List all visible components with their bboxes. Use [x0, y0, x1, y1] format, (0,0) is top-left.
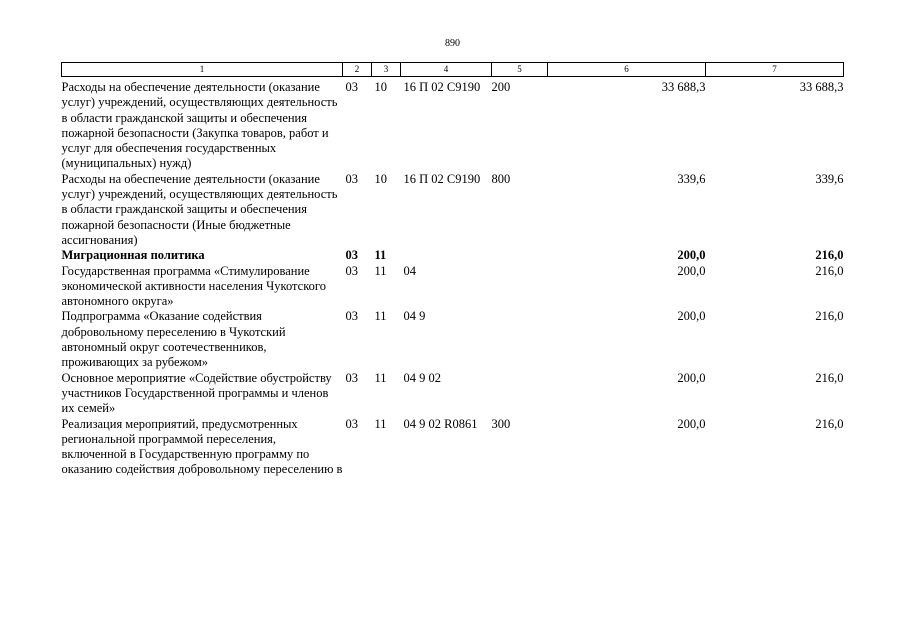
row-amount-2: 216,0 [815, 309, 844, 324]
row-amount-1: 200,0 [677, 309, 706, 324]
row-expense-type: 300 [491, 416, 511, 431]
row-subsection: 11 [374, 416, 387, 431]
row-amount-1: 200,0 [677, 370, 706, 385]
row-name: Реализация мероприятий, предусмотренных региональной программой переселения, включенной в Государственную программу по оказанию содействия добровольному переселению в [61, 416, 343, 477]
row-name: Подпрограмма «Оказание содействия добровольному переселению в Чукотский автономный округ соотечественников, проживающих за рубежом» [61, 309, 286, 370]
header-cell: 1 [62, 63, 343, 77]
row-expense-type [492, 264, 548, 310]
row-target-article: 04 [403, 263, 416, 278]
row-amount-2: 216,0 [815, 248, 844, 263]
page-number: 890 [445, 38, 460, 49]
row-amount-1: 200,0 [677, 416, 706, 431]
row-subsection: 11 [374, 370, 387, 385]
row-amount-1: 200,0 [677, 248, 706, 263]
row-expense-type [492, 248, 548, 263]
row-name: Расходы на обеспечение деятельности (оказание услуг) учреждений, осуществляющих деятельность в области гражданской защиты и обеспечения пожарной безопасности (Закупка товаров, работ и услуг для обеспечения государственных (муниципальных) нужд) [61, 80, 338, 171]
table-row [62, 77, 844, 172]
row-target-article: 16 П 02 С9190 [403, 80, 481, 94]
table-row [62, 172, 844, 248]
row-target-article [401, 248, 492, 263]
header-cell: 7 [706, 63, 844, 77]
row-amount-2: 339,6 [815, 171, 844, 186]
table-row [62, 417, 844, 478]
row-expense-type: 200 [491, 80, 511, 94]
row-section: 03 [345, 416, 358, 431]
row-amount-2: 216,0 [815, 416, 844, 431]
row-amount-1: 339,6 [677, 171, 706, 186]
table-row [62, 371, 844, 417]
row-name: Основное мероприятие «Содействие обустройству участников Государственной программы и членов их семей» [61, 370, 332, 416]
row-subsection: 10 [374, 80, 387, 94]
row-name: Государственная программа «Стимулирование экономической активности населения Чукотского автономного округа» [61, 263, 326, 309]
row-expense-type [492, 309, 548, 370]
row-subsection: 11 [374, 309, 387, 324]
row-name: Миграционная политика [61, 248, 205, 263]
header-cell: 4 [401, 63, 492, 77]
row-section: 03 [345, 248, 358, 263]
table-row [62, 264, 844, 310]
row-target-article: 04 9 [403, 309, 426, 324]
header-cell: 6 [548, 63, 706, 77]
table-row [62, 248, 844, 263]
row-amount-1: 33 688,3 [661, 80, 706, 94]
row-section: 03 [345, 309, 358, 324]
row-section: 03 [345, 263, 358, 278]
row-subsection: 11 [374, 248, 387, 263]
row-section: 03 [345, 370, 358, 385]
row-subsection: 10 [374, 171, 387, 186]
row-name: Расходы на обеспечение деятельности (оказание услуг) учреждений, осуществляющих деятельность в области гражданской защиты и обеспечения пожарной безопасности (Иные бюджетные ассигнования) [61, 171, 338, 247]
row-target-article: 16 П 02 С9190 [403, 171, 481, 186]
row-amount-2: 33 688,3 [799, 80, 844, 94]
row-subsection: 11 [374, 263, 387, 278]
budget-table [61, 62, 844, 478]
row-target-article: 04 9 02 [403, 370, 441, 385]
header-cell: 5 [492, 63, 548, 77]
table-row [62, 309, 844, 370]
row-expense-type [492, 371, 548, 417]
row-target-article: 04 9 02 R0861 [403, 416, 478, 431]
row-amount-2: 216,0 [815, 263, 844, 278]
row-amount-2: 216,0 [815, 370, 844, 385]
header-row [62, 63, 844, 77]
header-cell: 2 [343, 63, 372, 77]
row-section: 03 [345, 171, 358, 186]
row-section: 03 [345, 80, 358, 94]
header-cell: 3 [372, 63, 401, 77]
row-expense-type: 800 [491, 171, 511, 186]
row-amount-1: 200,0 [677, 263, 706, 278]
